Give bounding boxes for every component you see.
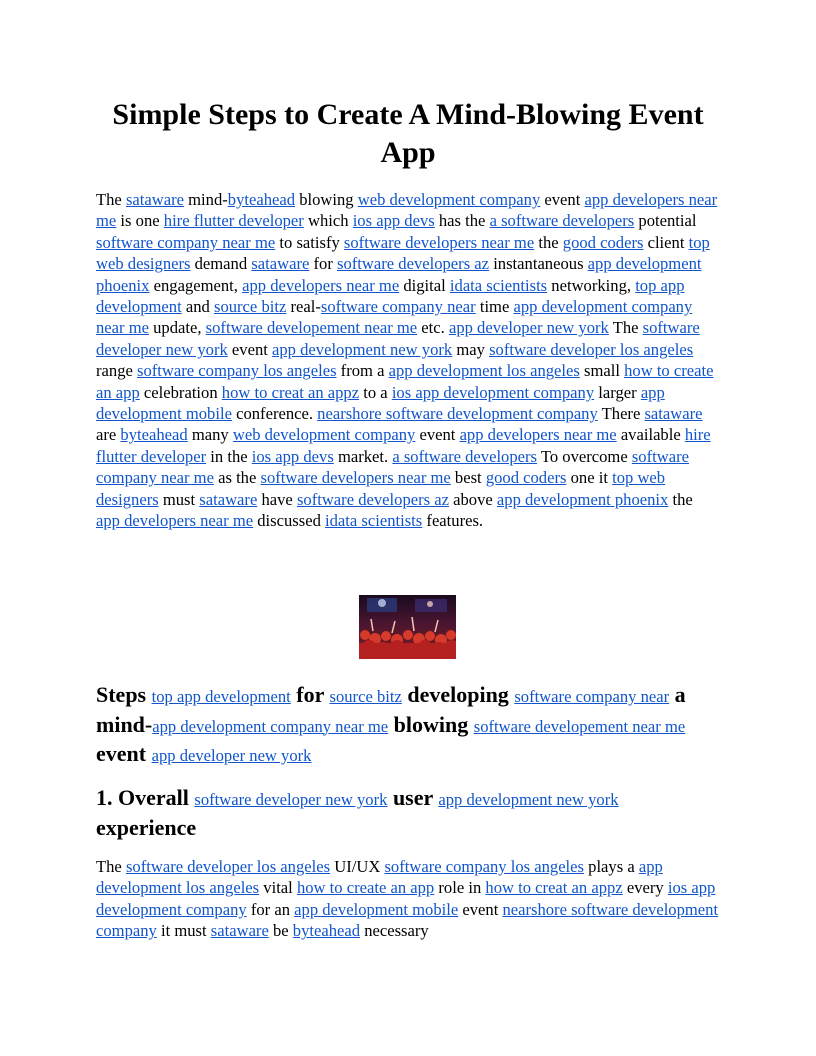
inline-link[interactable]: nearshore software development company	[317, 404, 598, 424]
inline-link[interactable]: byteahead	[292, 921, 361, 941]
body-text: event	[96, 741, 152, 766]
inline-link[interactable]: software developer los angeles	[125, 857, 331, 876]
inline-link[interactable]: hire flutter developer	[96, 425, 711, 466]
inline-link[interactable]: how to create an app	[96, 361, 714, 402]
inline-link[interactable]: app development mobile	[294, 899, 459, 919]
inline-link[interactable]: app developers near me	[96, 511, 254, 531]
inline-link[interactable]: a software developers	[489, 211, 635, 231]
inline-link[interactable]: app developer new york	[151, 746, 312, 765]
body-text: features.	[422, 511, 484, 531]
inline-link[interactable]: software company los angeles	[384, 857, 584, 876]
inline-link[interactable]: ios app development company	[391, 382, 595, 402]
body-text: 1. Overall	[96, 785, 195, 810]
body-text: available	[616, 425, 685, 445]
body-text: one it	[566, 468, 613, 488]
inline-link[interactable]: source bitz	[329, 687, 402, 706]
body-text: in the	[206, 446, 252, 466]
section-heading-user-experience	[96, 784, 720, 842]
body-text: update,	[148, 318, 206, 338]
body-text: The	[96, 190, 126, 209]
inline-link[interactable]: software developer los angeles	[489, 339, 694, 359]
body-text: larger	[594, 382, 641, 402]
body-text: has the	[434, 211, 490, 231]
inline-link[interactable]: app development new york	[438, 790, 619, 809]
body-text: The	[608, 318, 643, 338]
body-text: every	[622, 878, 668, 898]
body-text: real-	[286, 297, 321, 317]
section-heading-steps	[96, 681, 720, 770]
page-title: Simple Steps to Create A Mind-Blowing Event App	[112, 98, 704, 169]
inline-link[interactable]: software company near me	[96, 446, 689, 488]
body-text: from a	[336, 361, 389, 381]
inline-link[interactable]: idata scientists	[449, 275, 548, 295]
body-text: conference.	[231, 404, 318, 424]
inline-link[interactable]: app development new york	[272, 339, 453, 359]
inline-link[interactable]: top app development	[96, 275, 685, 317]
inline-link[interactable]: app development company near me	[152, 716, 389, 736]
body-text: engagement,	[149, 275, 243, 295]
inline-link[interactable]: app development phoenix	[96, 254, 702, 295]
inline-link[interactable]: software developement near me	[205, 318, 418, 338]
intro-paragraph	[96, 189, 720, 532]
body-text: a mind-	[96, 682, 686, 737]
inline-link[interactable]: sataware	[251, 254, 310, 274]
event-crowd-image	[359, 595, 456, 659]
inline-link[interactable]: software developement near me	[473, 716, 686, 736]
inline-link[interactable]: app developers near me	[242, 275, 400, 295]
inline-link[interactable]: good coders	[562, 232, 644, 252]
body-text: the	[534, 232, 563, 252]
inline-link[interactable]: ios app devs	[251, 446, 334, 466]
inline-link[interactable]: software developers az	[337, 254, 490, 274]
inline-link[interactable]: app developers near me	[96, 190, 718, 231]
body-text: small	[579, 361, 625, 381]
body-text: are	[96, 425, 121, 445]
body-text: is one	[116, 211, 164, 231]
inline-link[interactable]: idata scientists	[325, 511, 423, 531]
inline-link[interactable]: how to create an app	[296, 878, 435, 898]
inline-link[interactable]: software developers az	[296, 489, 449, 509]
inline-link[interactable]: byteahead	[120, 425, 188, 445]
inline-link[interactable]: app development mobile	[96, 382, 665, 424]
body-text: many	[187, 425, 233, 445]
inline-link[interactable]: software company los angeles	[137, 361, 337, 381]
ux-paragraph	[96, 856, 720, 942]
inline-link[interactable]: top web designers	[96, 232, 710, 274]
body-text: discussed	[253, 511, 326, 531]
inline-link[interactable]: ios app devs	[352, 211, 435, 231]
body-text: have	[257, 489, 297, 509]
body-text: for	[309, 254, 337, 274]
body-text: blowing	[388, 711, 474, 737]
body-text: role in	[434, 878, 486, 898]
body-text: To overcome	[537, 446, 632, 466]
inline-link[interactable]: good coders	[485, 468, 567, 488]
inline-link[interactable]: sataware	[210, 921, 269, 941]
body-text: experience	[96, 815, 197, 840]
body-text: time	[475, 297, 514, 317]
inline-link[interactable]: software developers near me	[343, 232, 535, 252]
body-text: for an	[246, 899, 295, 919]
inline-link[interactable]: sataware	[644, 404, 703, 424]
body-text: instantaneous	[489, 254, 588, 274]
body-text: user	[387, 785, 439, 810]
inline-link[interactable]: app development los angeles	[96, 857, 663, 898]
inline-link[interactable]: web development company	[357, 190, 541, 209]
inline-link[interactable]: software company near	[320, 297, 476, 317]
body-text: mind-	[184, 190, 228, 209]
inline-link[interactable]: byteahead	[227, 190, 296, 209]
inline-link[interactable]: software developer new york	[96, 318, 700, 359]
inline-link[interactable]: app development los angeles	[388, 361, 580, 381]
inline-link[interactable]: source bitz	[213, 297, 287, 317]
inline-link[interactable]: web development company	[232, 425, 416, 445]
body-text: networking,	[547, 275, 636, 295]
inline-link[interactable]: ios app development company	[96, 878, 716, 919]
body-text: range	[96, 361, 137, 381]
body-text: must	[158, 489, 200, 509]
inline-link[interactable]: a software developers	[392, 446, 537, 466]
body-text: may	[452, 339, 490, 359]
inline-link[interactable]: app developers near me	[459, 425, 617, 445]
body-text: client	[643, 232, 689, 252]
body-text: market.	[333, 446, 393, 466]
body-text: UI/UX	[330, 857, 385, 876]
body-text: event	[415, 425, 460, 445]
body-text: above	[448, 489, 497, 509]
body-text: demand	[190, 254, 252, 274]
inline-link[interactable]: app development phoenix	[496, 489, 669, 509]
body-text: Steps	[96, 682, 152, 707]
inline-link[interactable]: hire flutter developer	[163, 211, 304, 231]
body-text: as the	[213, 468, 261, 488]
inline-link[interactable]: app development company near me	[96, 297, 693, 338]
body-text: best	[450, 468, 486, 488]
body-text: etc.	[417, 318, 449, 338]
inline-link[interactable]: how to creat an appz	[221, 382, 360, 402]
body-text: celebration	[139, 382, 222, 402]
body-text: event	[458, 899, 503, 919]
body-text: to a	[359, 382, 392, 402]
inline-link[interactable]: top web designers	[96, 468, 666, 509]
inline-link[interactable]: sataware	[125, 190, 184, 209]
inline-link[interactable]: nearshore software development company	[96, 899, 719, 941]
body-text: for	[290, 682, 330, 707]
body-text: event	[540, 190, 585, 209]
body-text: necessary	[360, 921, 429, 941]
body-text: digital	[399, 275, 450, 295]
body-text: which	[303, 211, 353, 231]
body-text: blowing	[295, 190, 358, 209]
inline-link[interactable]: how to creat an appz	[485, 878, 623, 898]
body-text: be	[268, 921, 293, 941]
body-text: plays a	[584, 857, 639, 876]
inline-link[interactable]: sataware	[199, 489, 258, 509]
body-text: it must	[156, 921, 211, 941]
inline-link[interactable]: top app development	[151, 687, 291, 706]
body-text: vital	[259, 878, 297, 898]
body-text: event	[227, 339, 273, 359]
inline-link[interactable]: software company near	[514, 687, 670, 706]
body-text: There	[597, 404, 645, 424]
body-text: The	[96, 857, 126, 876]
body-text: developing	[401, 682, 515, 707]
body-text: potential	[634, 211, 697, 231]
body-text: the	[668, 489, 693, 509]
inline-link[interactable]: software company near me	[96, 232, 276, 252]
inline-link[interactable]: software developer new york	[194, 790, 388, 809]
inline-link[interactable]: software developers near me	[260, 468, 451, 488]
inline-link[interactable]: app developer new york	[448, 318, 609, 338]
body-text: to satisfy	[275, 232, 344, 252]
body-text: and	[181, 297, 214, 317]
